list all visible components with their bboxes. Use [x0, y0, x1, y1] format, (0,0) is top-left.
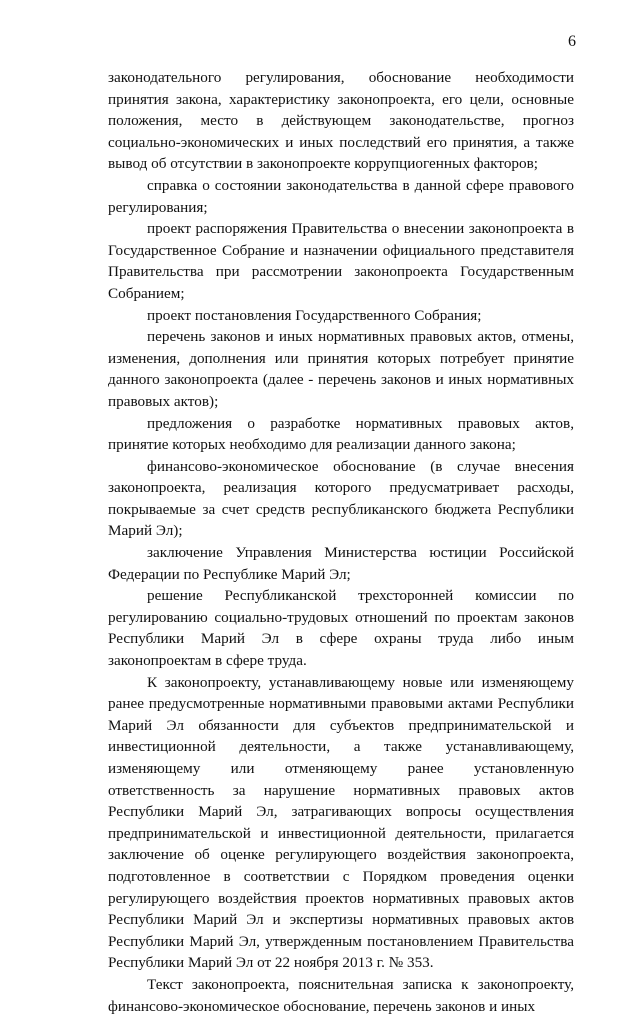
page-number: 6: [568, 33, 576, 50]
paragraph-draft-order: проект распоряжения Правительства о внесении законопроекта в Государственное Собрание и назначении официального представителя Правительства при рассмотрении законопроекта Государственным Собранием;: [108, 220, 574, 302]
paragraph-text-of-draft: Текст законопроекта, пояснительная записка к законопроекту, финансово-экономическое обоснование, перечень законов и иных: [108, 975, 574, 1015]
paragraph-continuation: законодательного регулирования, обоснование необходимости принятия закона, характеристику законопроекта, его цели, основные положения, место в действующем законодательстве, прогноз социально-экономических и иных последствий его принятия, а также вывод об отсутствии в законопроекте коррупциогенных факторов;: [108, 69, 574, 173]
paragraph-proposals: предложения о разработке нормативных правовых актов, принятие которых необходимо для реализации данного закона;: [108, 414, 574, 454]
paragraph-legislation-reference: справка о состоянии законодательства в данной сфере правового регулирования;: [108, 176, 574, 216]
paragraph-justice-conclusion: заключение Управления Министерства юстиции Российской Федерации по Республике Марий Эл;: [108, 544, 574, 583]
paragraph-regulatory-impact: К законопроекту, устанавливающему новые или изменяющему ранее предусмотренные нормативными правовыми актами Республики Марий Эл обязанности для субъектов предпринимательской и инвестиционной деятельности, а также устанавливающему, изменяющему или отменяющему ранее установленную ответственность за нарушение нормативных правовых актов Республики Марий Эл, затрагивающих вопросы осуществления предпринимательской и инвестиционной деятельности, прилагается заключение об оценке регулирующего воздействия законопроекта, подготовленное в соответствии с Порядком проведения оценки регулирующего воздействия проектов нормативных правовых актов Республики Марий Эл и экспертизы нормативных правовых актов Республики Марий Эл, утвержденным постановлением Правительства Республики Марий Эл от 22 ноября 2013 г. № 353.: [108, 673, 574, 972]
paragraph-draft-resolution: проект постановления Государственного Собрания;: [147, 306, 482, 324]
paragraph-financial-justification: финансово-экономическое обоснование (в случае внесения законопроекта, реализация которого предусматривает расходы, покрываемые за счет средств республиканского бюджета Республики Марий Эл);: [108, 457, 574, 540]
document-body: [108, 67, 574, 1017]
paragraph-list-of-acts: перечень законов и иных нормативных правовых актов, отмены, изменения, дополнения или принятия которых потребует принятие данного законопроекта (далее - перечень законов и иных нормативных правовых актов);: [108, 328, 574, 410]
paragraph-commission-decision: решение Республиканской трехсторонней комиссии по регулированию социально-трудовых отношений по проектам законов Республики Марий Эл в сфере охраны труда либо иным законопроектам в сфере труда.: [108, 587, 574, 670]
